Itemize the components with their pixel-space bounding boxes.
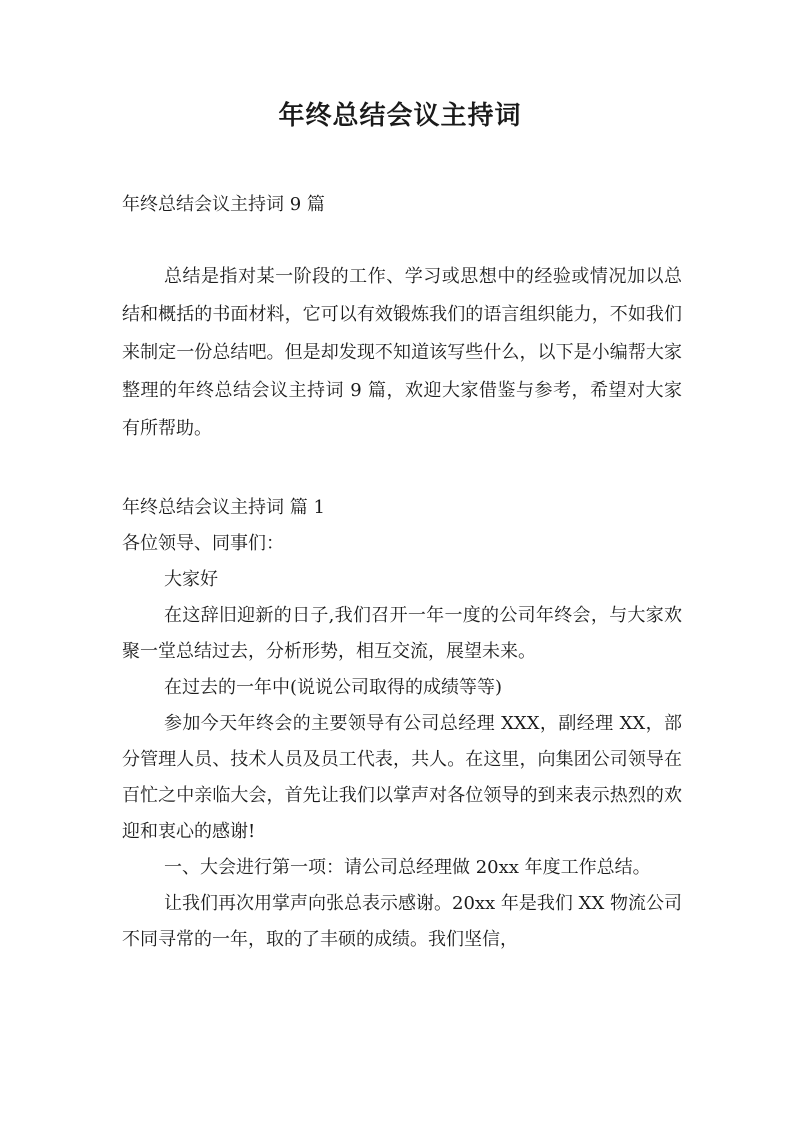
body-paragraph: 参加今天年终会的主要领导有公司总经理 XXX，副经理 XX，部分管理人员、技术人员及员工代表，共人。在这里，向集团公司领导在百忙之中亲临大会，首先让我们以掌声对各位领导的到来表示热烈的欢迎和衷心的感谢! (122, 713, 682, 842)
body-paragraph: 让我们再次用掌声向张总表示感谢。20xx 年是我们 XX 物流公司不同寻常的一年，取的了丰硕的成绩。我们坚信， (122, 893, 682, 950)
body-paragraph: 一、大会进行第一项：请公司总经理做 20xx 年度工作总结。 (164, 857, 651, 878)
section-body (122, 490, 682, 958)
body-paragraph: 在过去的一年中(说说公司取得的成绩等等) (164, 677, 503, 698)
document-subtitle: 年终总结会议主持词 9 篇 (122, 194, 325, 215)
body-paragraph: 大家好 (164, 569, 218, 590)
intro-paragraph: 总结是指对某一阶段的工作、学习或思想中的经验或情况加以总结和概括的书面材料，它可以有效锻炼我们的语言组织能力，不如我们来制定一份总结吧。但是却发现不知道该写些什么，以下是小编帮大家整理的年终总结会议主持词 9 篇，欢迎大家借鉴与参考，希望对大家有所帮助。 (122, 266, 682, 439)
document-title: 年终总结会议主持词 (278, 101, 522, 131)
body-paragraph: 在这辞旧迎新的日子,我们召开一年一度的公司年终会，与大家欢聚一堂总结过去，分析形势，相互交流，展望未来。 (122, 605, 682, 662)
salutation: 各位领导、同事们： (122, 533, 284, 554)
section-heading: 年终总结会议主持词 篇 1 (122, 497, 325, 518)
